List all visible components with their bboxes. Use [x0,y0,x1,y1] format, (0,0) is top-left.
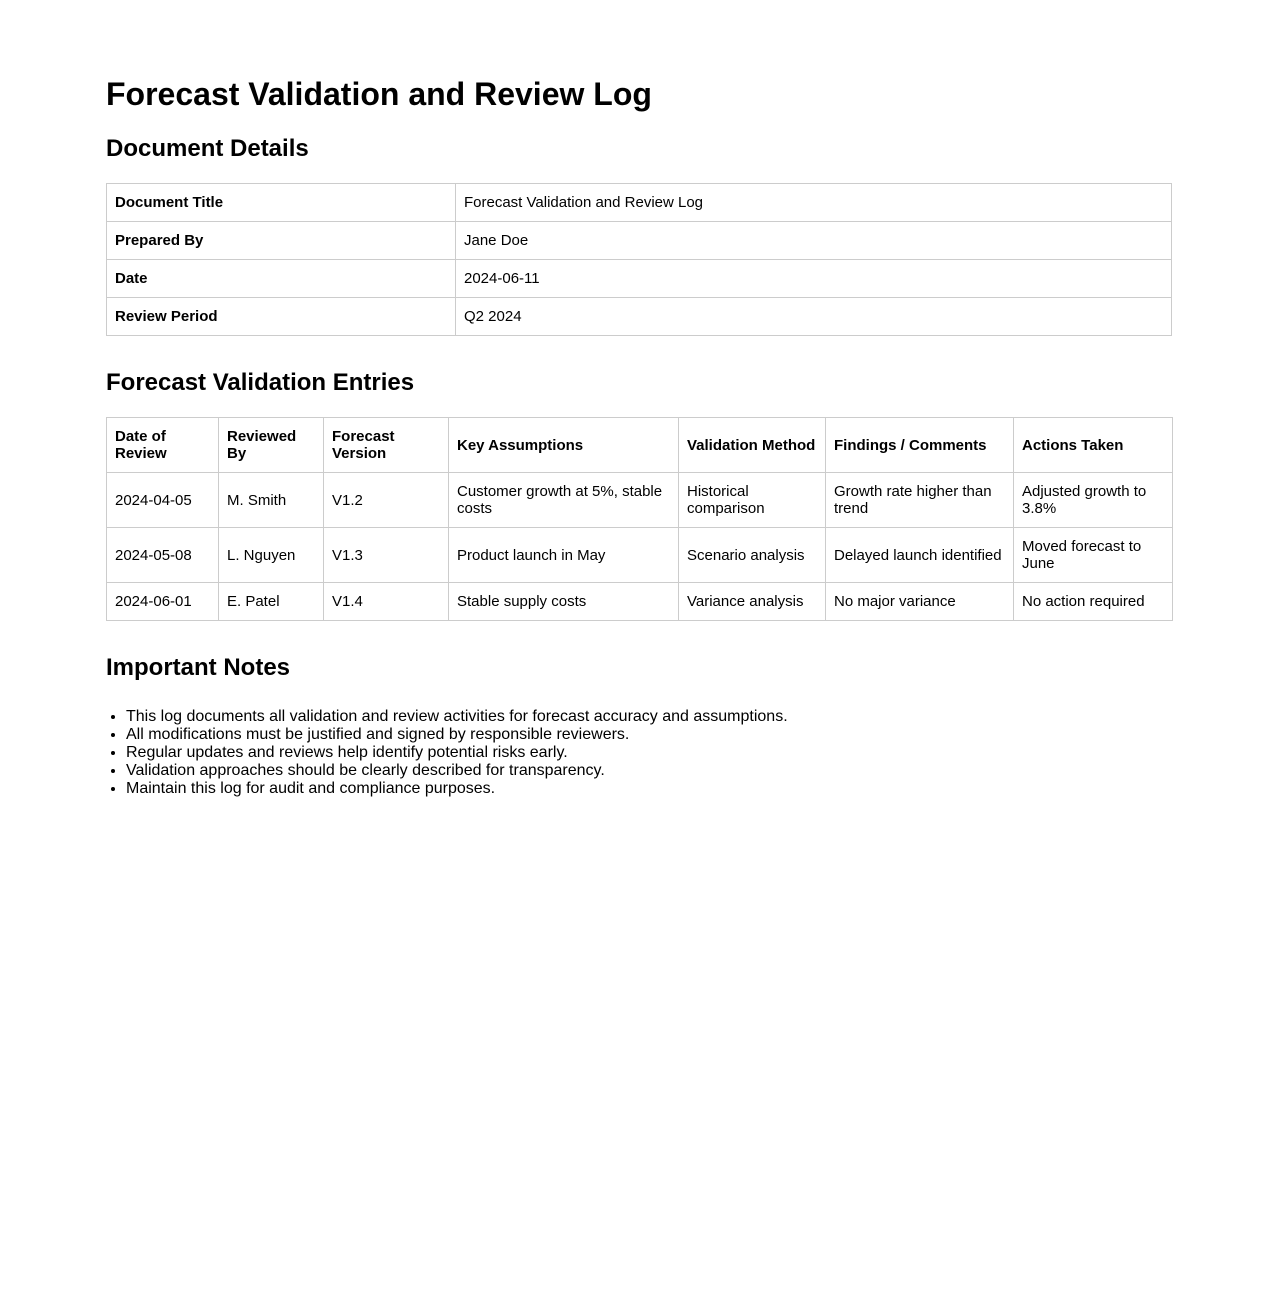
table-row [107,473,1173,528]
column-header: Validation Method [679,418,826,473]
table-cell: Adjusted growth to 3.8% [1014,473,1173,528]
validation-entries-table [106,417,1173,621]
table-cell: Customer growth at 5%, stable costs [449,473,679,528]
column-header: Key Assumptions [449,418,679,473]
table-cell: 2024-06-01 [107,583,219,621]
table-cell: V1.3 [324,528,449,583]
table-row [107,583,1173,621]
table-cell: V1.2 [324,473,449,528]
details-label: Prepared By [107,222,456,260]
table-cell: Scenario analysis [679,528,826,583]
details-row [107,184,1172,222]
table-cell: V1.4 [324,583,449,621]
details-label: Date [107,260,456,298]
list-item: • Regular updates and reviews help identify potential risks early. [126,744,1172,762]
column-header: Findings / Comments [826,418,1014,473]
details-label: Review Period [107,298,456,336]
table-cell: Product launch in May [449,528,679,583]
table-cell: Historical comparison [679,473,826,528]
table-cell: No action required [1014,583,1173,621]
details-label: Document Title [107,184,456,222]
page-title: Forecast Validation and Review Log [106,76,652,112]
table-cell: Variance analysis [679,583,826,621]
table-cell: M. Smith [219,473,324,528]
list-item: • Validation approaches should be clearly described for transparency. [126,762,1172,780]
table-cell: No major variance [826,583,1014,621]
table-cell: 2024-04-05 [107,473,219,528]
details-value: Jane Doe [456,222,1172,260]
column-header: Date of Review [107,418,219,473]
details-row [107,222,1172,260]
document-details-heading: Document Details [106,135,309,162]
notes-list [106,708,1172,798]
list-item: • This log documents all validation and review activities for forecast accuracy and assumptions. [126,708,1172,726]
important-notes-heading: Important Notes [106,654,291,681]
table-cell: 2024-05-08 [107,528,219,583]
table-header-row [107,418,1173,473]
table-cell: Moved forecast to June [1014,528,1173,583]
details-value: Forecast Validation and Review Log [456,184,1172,222]
details-row [107,260,1172,298]
table-cell: E. Patel [219,583,324,621]
list-item: • All modifications must be justified and signed by responsible reviewers. [126,726,1172,744]
details-row [107,298,1172,336]
column-header: Forecast Version [324,418,449,473]
table-cell: Delayed launch identified [826,528,1014,583]
details-value: 2024-06-11 [456,260,1172,298]
table-row [107,528,1173,583]
list-item: • Maintain this log for audit and compliance purposes. [126,780,1172,798]
details-value: Q2 2024 [456,298,1172,336]
column-header: Actions Taken [1014,418,1173,473]
table-cell: L. Nguyen [219,528,324,583]
validation-entries-heading: Forecast Validation Entries [106,369,415,396]
column-header: Reviewed By [219,418,324,473]
table-cell: Growth rate higher than trend [826,473,1014,528]
table-cell: Stable supply costs [449,583,679,621]
document-details-table [106,183,1172,336]
